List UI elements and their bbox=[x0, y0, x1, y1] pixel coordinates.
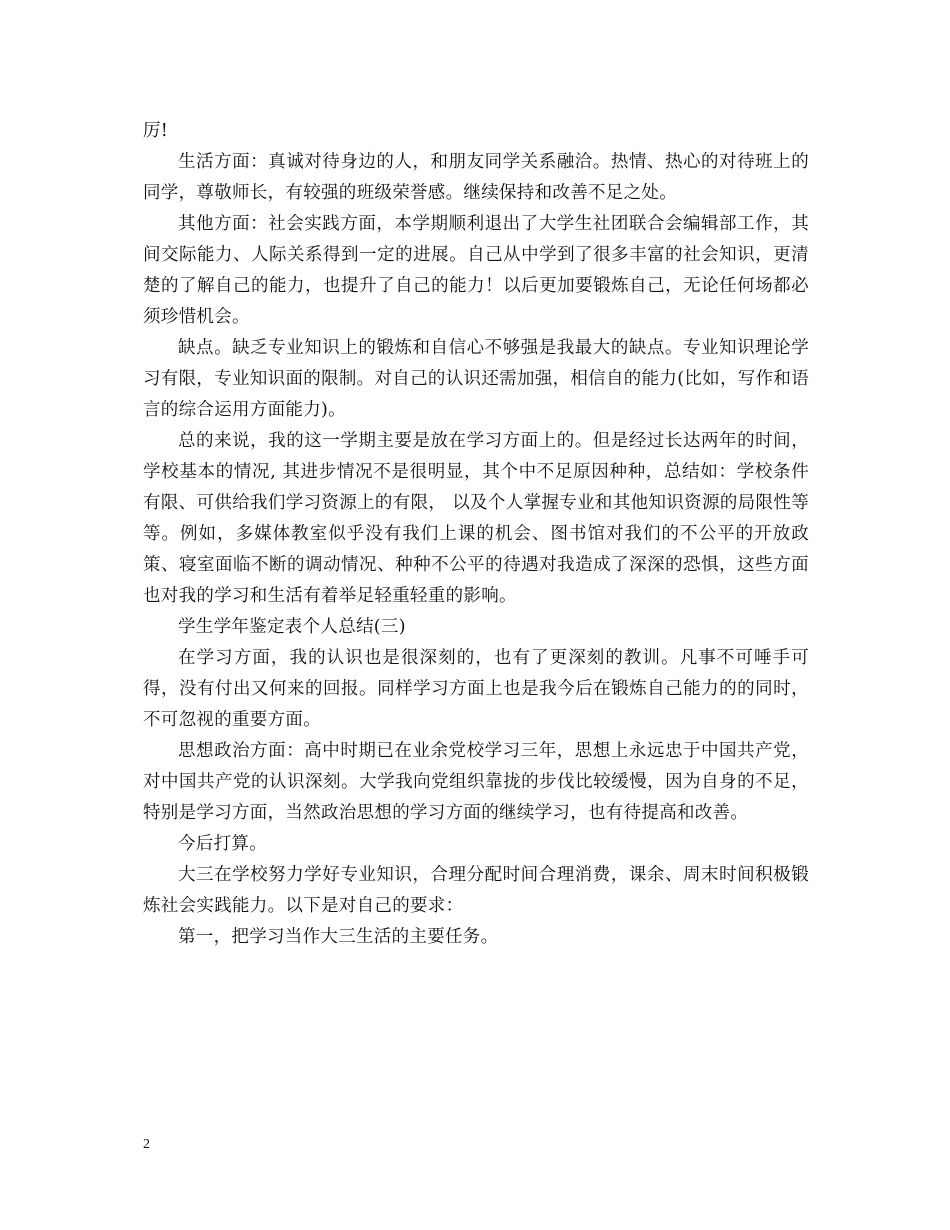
paragraph-plans-heading: 今后打算。 bbox=[178, 834, 267, 854]
paragraph-study: 在学习方面，我的认识也是很深刻的，也有了更深刻的教训。凡事不可唾手可得，没有付出又何来的回报。同样学习方面上也是我今后在锻炼自己能力的的同时，不可忽视的重要方面。 bbox=[143, 648, 809, 730]
document-body bbox=[143, 116, 809, 953]
paragraph-politics: 思想政治方面：高中时期已在业余党校学习三年，思想上永远忠于中国共产党，对中国共产党的认识深刻。大学我向党组织靠拢的步伐比较缓慢，因为自身的不足，特别是学习方面，当然政治思想的学习方面的继续学习，也有待提高和改善。 bbox=[143, 741, 809, 823]
paragraph-life: 生活方面：真诚对待身边的人，和朋友同学关系融洽。热情、热心的对待班上的同学，尊敬师长，有较强的班级荣誉感。继续保持和改善不足之处。 bbox=[143, 152, 809, 203]
paragraph-plans: 大三在学校努力学好专业知识，合理分配时间合理消费，课余、周末时间积极锻炼社会实践能力。以下是对自己的要求： bbox=[143, 865, 809, 916]
page-number: 2 bbox=[143, 1137, 150, 1152]
paragraph-first-point: 第一，把学习当作大三生活的主要任务。 bbox=[178, 927, 499, 947]
paragraph-other: 其他方面：社会实践方面，本学期顺利退出了大学生社团联合会编辑部工作，其间交际能力、人际关系得到一定的进展。自己从中学到了很多丰富的社会知识，更清楚的了解自己的能力，也提升了自己的能力！以后更加要锻炼自己，无论任何场都必须珍惜机会。 bbox=[143, 214, 809, 327]
section-heading: 学生学年鉴定表个人总结(三) bbox=[178, 617, 406, 637]
paragraph-summary: 总的来说，我的这一学期主要是放在学习方面上的。但是经过长达两年的时间，学校基本的情况, 其进步情况不是很明显，其个中不足原因种种，总结如：学校条件有限、可供给我们学习资源上的有限， 以及个人掌握专业和其他知识资源的局限性等等。例如，多媒体教室似乎没有我们上课的机会、图书馆对我们的不公平的开放政策、寝室面临不断的调动情况、种种不公平的待遇对我造成了深深的恐惧，这些方面也对我的学习和生活有着举足轻重轻重的影响。 bbox=[143, 431, 809, 606]
paragraph-continuation: 厉! bbox=[143, 121, 169, 141]
paragraph-shortcomings: 缺点。缺乏专业知识上的锻炼和自信心不够强是我最大的缺点。专业知识理论学习有限，专业知识面的限制。对自己的认识还需加强，相信自的能力(比如，写作和语言的综合运用方面能力)。 bbox=[143, 338, 809, 420]
